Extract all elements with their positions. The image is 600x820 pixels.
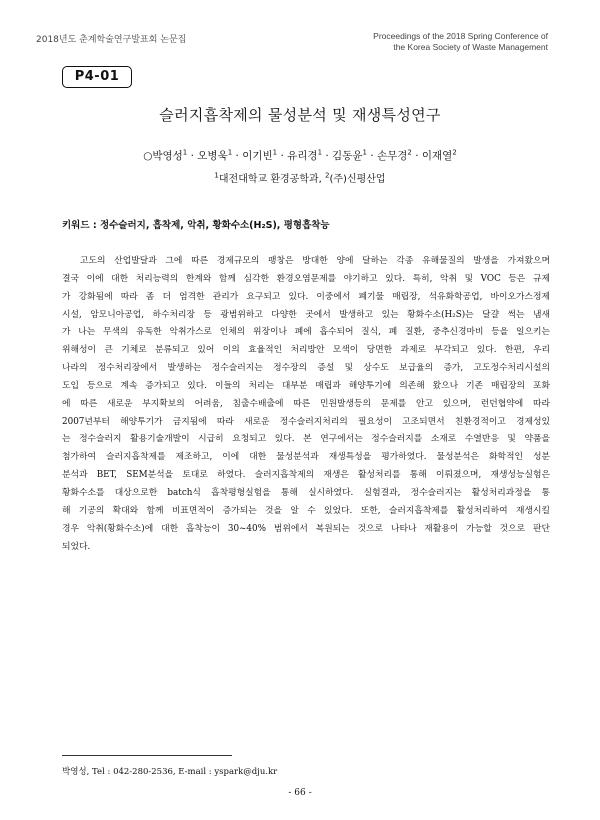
author-affiliation-mark: 2 — [452, 148, 457, 157]
running-header-right-line1: Proceedings of the 2018 Spring Conference of — [373, 31, 548, 41]
abstract-line: 도입 등으로 계속 증가되고 있다. 이들의 처리는 대부분 매립과 해양투기에 의존해 왔으나 기존 매립장의 포화 — [62, 380, 550, 391]
paper-title: 슬러지흡착제의 물성분석 및 재생특성연구 — [159, 106, 441, 124]
abstract-line: 위해성이 큰 기체로 분류되고 있어 이의 효율적인 처리방안 모색이 당면한 과제로 부각되고 있다. 한편, 우리 — [62, 345, 550, 356]
abstract-line: 분석과 BET, SEM분석을 토대로 하였다. 슬러지흡착제의 재생은 활성처리를 통해 이뤄졌으며, 재생성능실험은 — [62, 470, 550, 481]
author-name: 오병욱 — [197, 150, 228, 162]
abstract-line: 첨가하여 슬러지흡착제를 제조하고, 이에 대한 물성분석과 재생특성을 평가하였다. 물성분석은 화학적인 성분 — [62, 452, 550, 463]
author-separator: · — [232, 150, 243, 162]
author-affiliation-mark: 1 — [362, 148, 367, 157]
running-header-right-line2: the Korea Society of Waste Management — [393, 42, 548, 52]
affiliation-name: (주)신평산업 — [329, 174, 386, 185]
abstract-line: 황화수소를 대상으로한 batch식 흡착평형실험을 통해 실시하였다. 실험결과, 정수슬러지는 활성처리과정을 통 — [62, 487, 550, 498]
abstract-line: 가 나는 무색의 유독한 악취가스로 인체의 위장이나 폐에 흡수되어 질식, 폐 질환, 중추신경마비 등을 일으키는 — [62, 327, 550, 338]
keywords-line: 키워드 : 정수슬러지, 흡착제, 악취, 황화수소(H₂S), 평형흡착능 — [62, 220, 330, 231]
affiliation-mark: 2 — [325, 171, 330, 180]
affiliation-mark: 1 — [214, 171, 219, 180]
abstract-line: 나라의 정수처리장에서 발생하는 정수슬러지는 정수장의 증설 및 상수도 보급율의 증가, 고도정수처리시설의 — [62, 363, 550, 374]
corresponding-author-footnote: 박영성, Tel : 042-280-2536, E-mail : yspark@dju.kr — [62, 767, 278, 777]
author-name: 이기빈 — [242, 150, 273, 162]
author-separator: · — [411, 150, 422, 162]
author-separator: · — [187, 150, 198, 162]
author-separator: · — [277, 150, 288, 162]
paper-code-badge: P4-01 — [62, 66, 132, 88]
author-affiliation-mark: 1 — [317, 148, 323, 157]
author-name: ○박영성 — [143, 150, 183, 162]
abstract-line: 되었다. — [62, 541, 91, 552]
author-affiliation-mark: 1 — [227, 148, 233, 157]
affiliation-line: $^1$대전대학교 환경공학과, $^2$(주)신평산업 — [214, 171, 386, 185]
abstract-body — [62, 253, 550, 556]
abstract-line: 경우 악취(황화수소)에 대한 흡착능이 30~40% 범위에서 복원되는 것으로 나타나 재활용이 가능할 것으로 판단 — [62, 523, 550, 534]
abstract-line: 해 기공의 확대와 함께 비표면적이 증가되는 것을 알 수 있었다. 또한, 슬러지흡착제를 활성처리하여 재생시킬 — [62, 505, 550, 516]
author-affiliation-mark: 1 — [272, 148, 278, 157]
author-name: 이재열 — [421, 150, 453, 162]
abstract-line: 는 정수슬러지 활용기술개발이 시급히 요청되고 있다. 본 연구에서는 정수슬러지를 소재로 수열반응 및 약품을 — [62, 434, 550, 445]
running-header-left: 2018년도 춘계학술연구발표회 논문집 — [36, 35, 187, 45]
abstract-line: 에 따른 새로운 부지확보의 어려움, 침출수배출에 따른 민원발생등의 문제를 안고 있으며, 런던협약에 따라 — [62, 398, 550, 409]
abstract-line: 가 강화됨에 따라 좀 더 엄격한 관리가 요구되고 있다. 이중에서 폐기물 매립장, 석유화학공업, 바이오가스정제 — [62, 291, 550, 302]
author-affiliation-mark: 1 — [182, 148, 188, 157]
author-name: 유리경 — [287, 150, 318, 162]
abstract-line: 결국 이에 대한 처리능력의 한계와 함께 심각한 환경오염문제를 야기하고 있다. 특히, 악취 및 VOC 등은 규제 — [62, 273, 550, 284]
author-separator: · — [366, 150, 377, 162]
footnote-divider — [62, 755, 232, 756]
page-number: - 66 - — [288, 788, 312, 798]
abstract-line: 2007년부터 해양투기가 금지됨에 따라 새로운 정수슬러지처리의 필요성이 고조되면서 친환경적이고 경제성있 — [62, 416, 550, 427]
author-name: 손무경 — [376, 150, 408, 162]
author-list — [0, 148, 600, 163]
author-name: 김동윤 — [332, 150, 363, 162]
running-header-right — [288, 31, 548, 53]
affiliation-name: 대전대학교 환경공학과 — [218, 174, 319, 185]
author-affiliation-mark: 2 — [407, 148, 412, 157]
abstract-line: 시설, 암모니아공업, 하수처리장 등 광범위하고 다양한 곳에서 발생하고 있는 황화수소(H₂S)는 달걀 썩는 냄새 — [62, 309, 550, 320]
author-separator: · — [322, 150, 333, 162]
abstract-line: 고도의 산업발달과 그에 따른 경제규모의 팽창은 방대한 양에 달하는 각종 유해물질의 발생을 가져왔으며 — [80, 256, 550, 266]
